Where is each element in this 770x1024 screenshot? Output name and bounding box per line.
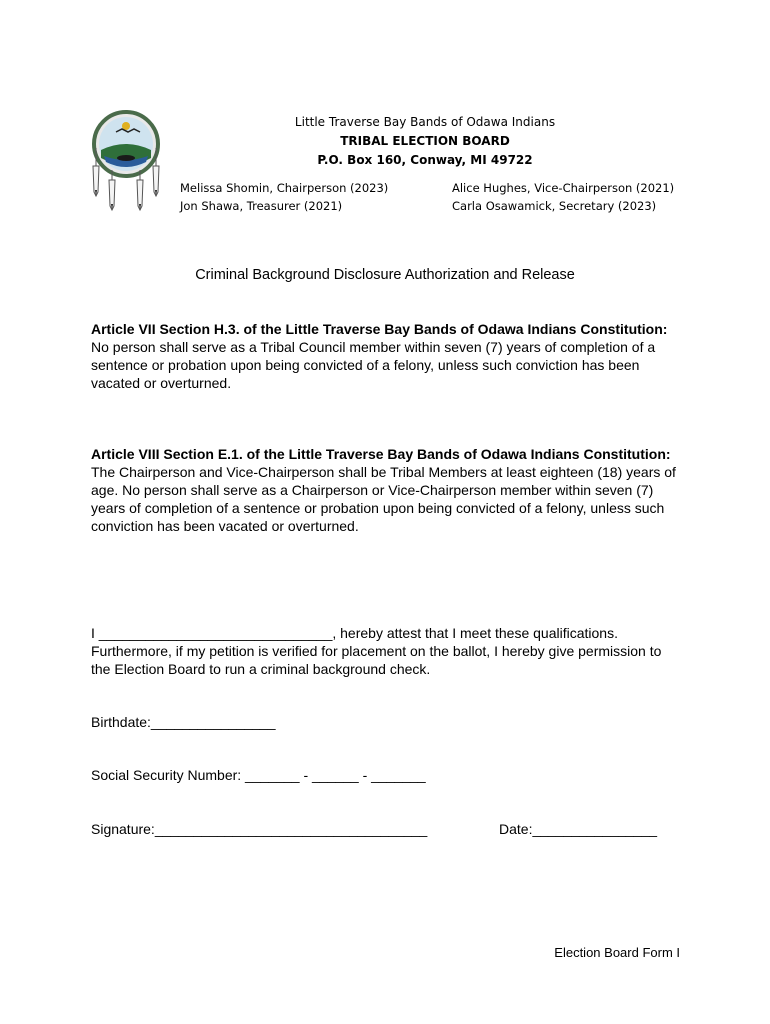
org-name: Little Traverse Bay Bands of Odawa Indians — [294, 115, 556, 129]
attestation-statement: I ______________________________, hereby attest that I meet these qualifications. Furthermore, if my petition is verified for placement on the ballot, I hereby give permission to the Election Board to run a criminal background check. — [91, 625, 662, 677]
member-secretary: Carla Osawamick, Secretary (2023) — [452, 199, 657, 213]
member-vice-chairperson: Alice Hughes, Vice-Chairperson (2021) — [452, 181, 675, 195]
article-viii-heading: Article VIII Section E.1. of the Little Traverse Bay Bands of Odawa Indians Constitution: — [91, 446, 671, 462]
board-name: TRIBAL ELECTION BOARD — [340, 134, 510, 148]
ssn-field[interactable]: Social Security Number: _______ - ______ - _______ — [91, 767, 426, 783]
tribal-seal-dreamcatcher-icon — [88, 108, 164, 214]
date-field[interactable]: Date:________________ — [499, 821, 658, 837]
article-vii-body: No person shall serve as a Tribal Council member within seven (7) years of completion of a sentence or probation upon being convicted of a felony, unless such conviction has been vacated or overturned. — [91, 339, 656, 391]
signature-field[interactable]: Signature:___________________________________ — [91, 821, 428, 837]
article-viii-section — [91, 445, 691, 535]
birthdate-field[interactable]: Birthdate:________________ — [91, 714, 276, 730]
member-treasurer: Jon Shawa, Treasurer (2021) — [180, 199, 343, 213]
article-vii-heading: Article VII Section H.3. of the Little Traverse Bay Bands of Odawa Indians Constitution: — [91, 321, 668, 337]
form-label: Election Board Form I — [554, 945, 680, 960]
member-chairperson: Melissa Shomin, Chairperson (2023) — [180, 181, 389, 195]
article-viii-body: The Chairperson and Vice-Chairperson shall be Tribal Members at least eighteen (18) years of age. No person shall serve as a Chairperson or Vice-Chairperson member within seven (7) years of completion of a sentence or probation upon being convicted of a felony, unless such conviction has been vacated or overturned. — [91, 464, 676, 534]
board-address: P.O. Box 160, Conway, MI 49722 — [317, 153, 533, 167]
document-title: Criminal Background Disclosure Authorization and Release — [195, 267, 575, 283]
article-vii-section — [91, 320, 691, 392]
